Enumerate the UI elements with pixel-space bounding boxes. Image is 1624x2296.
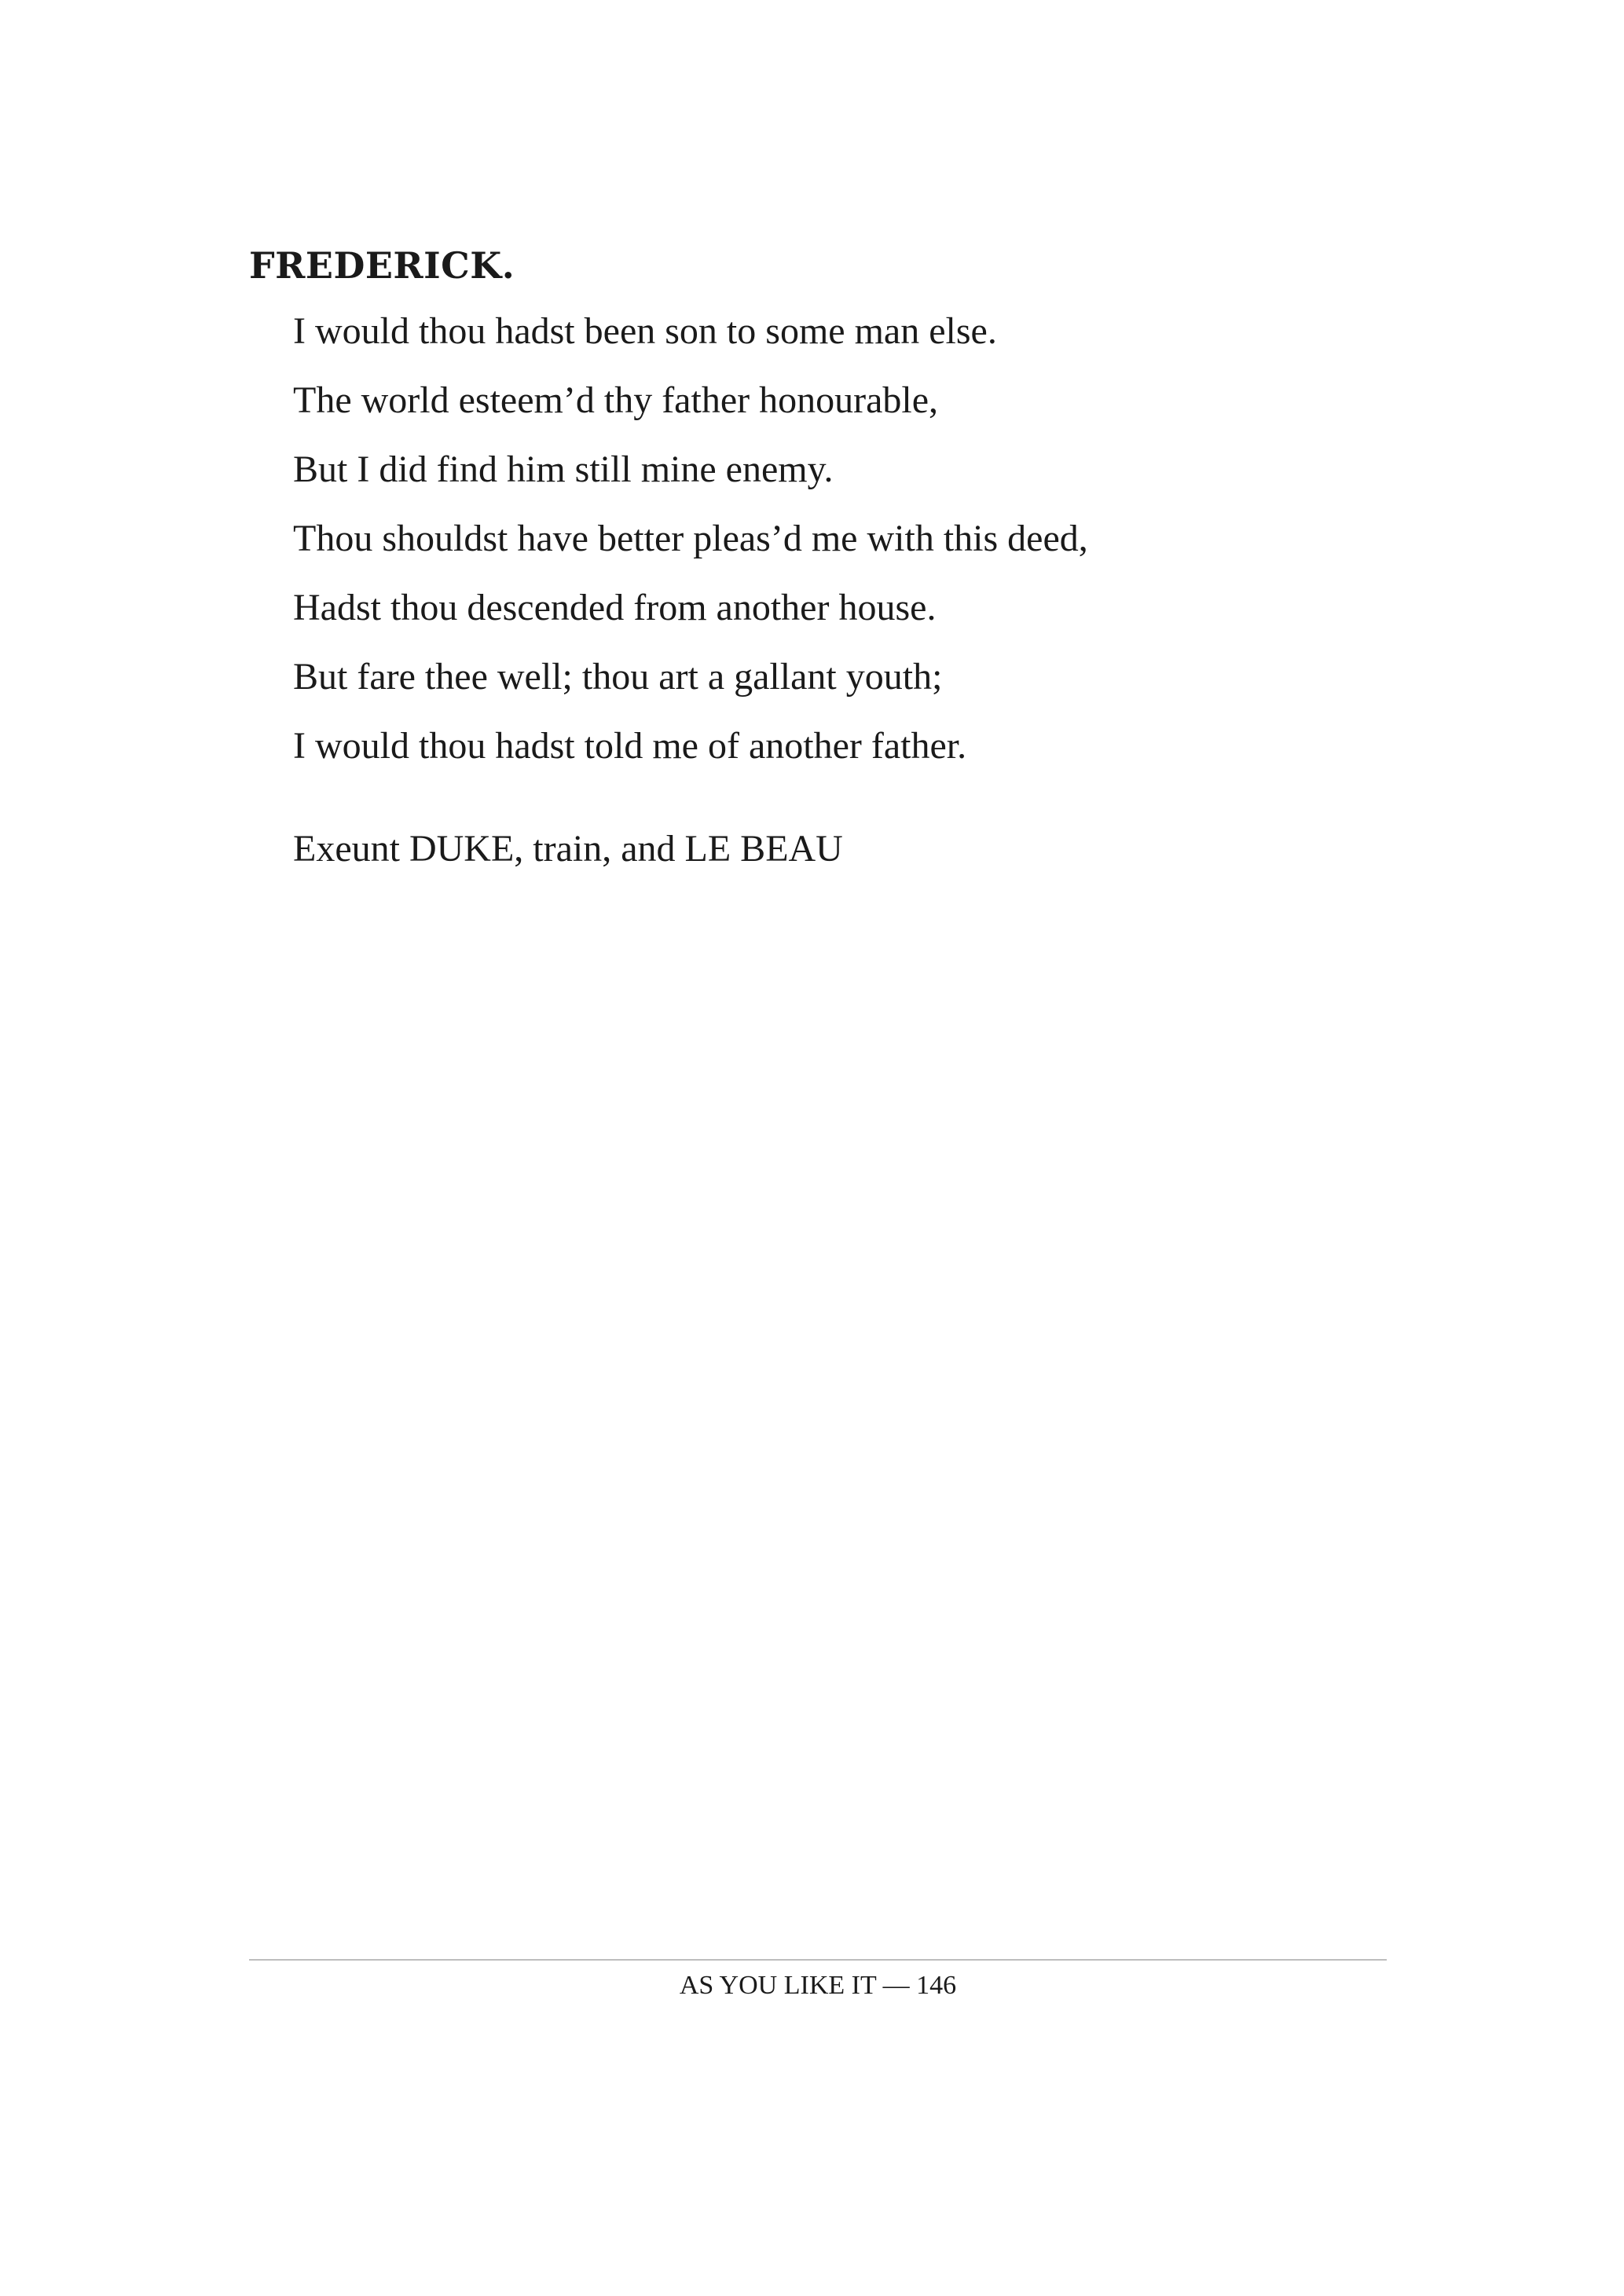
footer-divider [249, 1959, 1387, 1961]
verse-lines [293, 308, 1088, 792]
verse-line: The world esteem’d thy father honourable, [293, 379, 939, 421]
speaker-name: FREDERICK. [249, 244, 515, 287]
verse-line: Thou shouldst have better pleas’d me with this deed, [293, 518, 1088, 559]
verse-line: Hadst thou descended from another house. [293, 587, 937, 628]
verse-line: But fare thee well; thou art a gallant youth; [293, 656, 943, 698]
verse-line: But I did find him still mine enemy. [293, 449, 834, 490]
stage-direction: Exeunt DUKE, train, and LE BEAU [293, 828, 843, 870]
verse-line: I would thou hadst been son to some man else. [293, 310, 997, 352]
running-footer: AS YOU LIKE IT — 146 [679, 1971, 957, 2000]
verse-line: I would thou hadst told me of another father. [293, 725, 967, 767]
